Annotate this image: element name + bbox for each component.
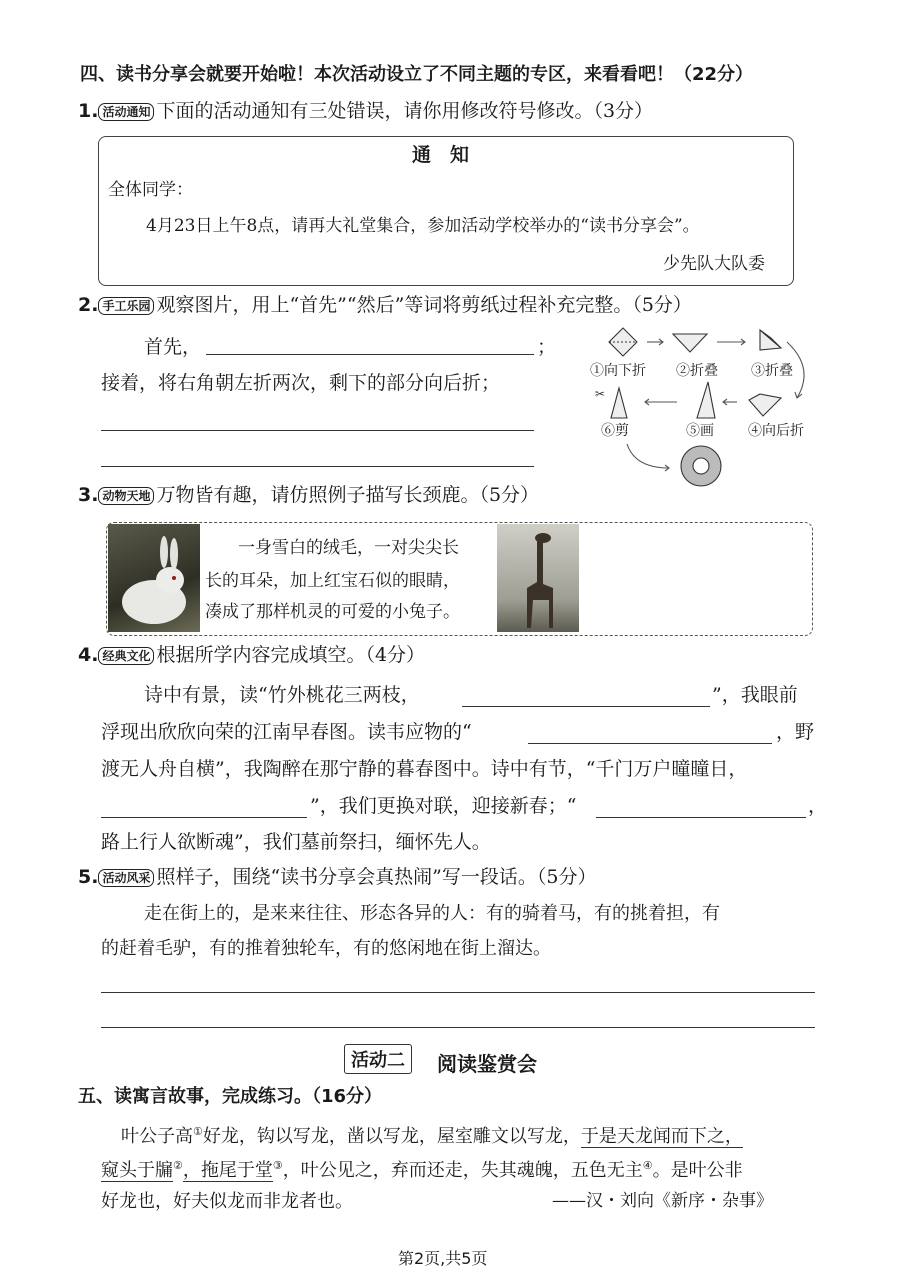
activity-two-label: 活动二 — [351, 1050, 405, 1071]
cone-cut-icon — [611, 388, 627, 418]
question-tag: 手工乐园 — [98, 297, 154, 315]
fable-line-1 — [121, 1126, 743, 1146]
question-1 — [78, 102, 653, 121]
q5-example-line: 走在街上的，是来来往往、形态各异的人：有的骑着马，有的挑着担，有 — [144, 903, 720, 924]
question-5 — [78, 868, 597, 887]
q4-line4a: ”，我们更换对联，迎接新春；“ — [310, 795, 577, 817]
step-label: ⑥剪 — [601, 423, 629, 439]
step-label: ④向后折 — [748, 423, 804, 439]
step-label: ①向下折 — [590, 363, 646, 379]
footnote-marker: ① — [193, 1125, 203, 1138]
question-number: 2. — [78, 294, 99, 316]
giraffe-photo — [497, 524, 579, 632]
q4-line1b: ”，我眼前 — [712, 684, 798, 706]
question-prompt: 万物皆有趣，请仿照例子描写长颈鹿。（5分） — [156, 484, 540, 506]
question-tag: 活动通知 — [98, 103, 154, 121]
rabbit-example-line: 长的耳朵，加上红宝石似的眼睛， — [205, 571, 460, 591]
fable-source: ——汉・刘向《新序・杂事》 — [552, 1191, 773, 1211]
q4-line5: 路上行人欲断魂”，我们墓前祭扫，缅怀先人。 — [101, 831, 491, 853]
fable-text: 叶公子高 — [121, 1126, 193, 1147]
answer-line[interactable] — [101, 1027, 815, 1028]
notice-body: 4月23日上午8点，请再大礼堂集合，参加活动学校举办的“读书分享会”。 — [146, 216, 700, 236]
q4-line2b: ，野 — [776, 721, 815, 743]
question-tag: 活动风采 — [98, 869, 154, 887]
question-tag: 动物天地 — [98, 487, 154, 505]
activity-two-badge — [344, 1044, 412, 1074]
question-tag: 经典文化 — [98, 647, 154, 665]
answer-line[interactable] — [101, 992, 815, 993]
answer-line[interactable] — [101, 817, 307, 818]
answer-line[interactable] — [101, 466, 534, 467]
underlined-text: ，拖尾于堂 — [182, 1160, 273, 1181]
question-4 — [78, 646, 425, 665]
footnote-marker: ④ — [642, 1159, 653, 1172]
q2-line2: 接着，将右角朝左折两次，剩下的部分向后折； — [101, 372, 501, 394]
q4-line4b: ， — [808, 795, 828, 817]
q4-line1a: 诗中有景，读“竹外桃花三两枝， — [144, 684, 420, 706]
notice-signature: 少先队大队委 — [663, 254, 765, 274]
q2-line1-prefix: 首先， — [144, 336, 202, 358]
rabbit-example-line: 凑成了那样机灵的可爱的小兔子。 — [205, 602, 460, 622]
underlined-text: 于是天龙闻而下之， — [580, 1126, 743, 1147]
question-prompt: 观察图片，用上“首先”“然后”等词将剪纸过程补充完整。（5分） — [156, 294, 692, 316]
cone-draw-icon — [697, 382, 715, 418]
question-prompt: 下面的活动通知有三处错误，请你用修改符号修改。（3分） — [156, 100, 654, 122]
answer-line[interactable] — [101, 430, 534, 431]
question-number: 1. — [78, 100, 99, 122]
fable-text: 好龙，钩以写龙，凿以写龙，屋室雕文以写龙， — [202, 1126, 581, 1147]
answer-line[interactable] — [528, 743, 772, 744]
notice-title: 通 知 — [412, 144, 470, 166]
fable-line-3: 好龙也，好夫似龙而非龙者也。 — [101, 1191, 353, 1212]
footnote-marker: ② — [173, 1159, 183, 1172]
q5-example-line: 的赶着毛驴，有的推着独轮车，有的悠闲地在街上溜达。 — [101, 938, 551, 959]
question-number: 4. — [78, 644, 99, 666]
q2-line1-suffix: ； — [537, 336, 557, 358]
q4-line3: 渡无人舟自横”，我陶醉在那宁静的暮春图中。诗中有节，“千门万户曈曈日， — [101, 758, 748, 780]
underlined-text: 窥头于牖 — [101, 1160, 173, 1181]
triangle-fold-icon — [673, 334, 707, 352]
step-label: ③折叠 — [751, 363, 793, 379]
section-4-heading: 四、读书分享会就要开始啦！本次活动设立了不同主题的专区，来看看吧！（22分） — [80, 64, 754, 85]
fable-text: ，叶公见之，弃而还走，失其魂魄，五色无主 — [282, 1160, 643, 1181]
rabbit-photo — [108, 524, 200, 632]
answer-line[interactable] — [206, 354, 534, 355]
question-2 — [78, 296, 692, 315]
question-prompt: 根据所学内容完成填空。（4分） — [156, 644, 426, 666]
fable-text: 。是叶公非 — [652, 1160, 743, 1181]
activity-two-title: 阅读鉴赏会 — [437, 1052, 537, 1076]
question-3 — [78, 486, 539, 505]
answer-line[interactable] — [462, 706, 710, 707]
notice-salutation: 全体同学： — [108, 180, 193, 200]
question-number: 5. — [78, 866, 99, 888]
scissors-icon: ✂ — [595, 387, 606, 401]
fable-line-2 — [101, 1160, 743, 1180]
question-number: 3. — [78, 484, 99, 506]
step-label: ⑤画 — [686, 423, 714, 439]
footnote-marker: ③ — [272, 1159, 283, 1172]
q4-line2a: 浮现出欣欣向荣的江南早春图。读韦应物的“ — [101, 721, 472, 743]
paper-cutting-diagram — [585, 320, 820, 492]
question-prompt: 照样子，围绕“读书分享会真热闹”写一段话。（5分） — [156, 866, 597, 888]
page-number: 第2页,共5页 — [398, 1249, 488, 1268]
arrow-curve-icon — [627, 444, 669, 468]
rabbit-example-line: 一身雪白的绒毛，一对尖尖长 — [238, 538, 459, 558]
step-label: ②折叠 — [676, 363, 718, 379]
folded-paper-icon — [749, 394, 781, 416]
section-5-heading: 五、读寓言故事，完成练习。（16分） — [78, 1086, 383, 1107]
answer-line[interactable] — [596, 817, 806, 818]
